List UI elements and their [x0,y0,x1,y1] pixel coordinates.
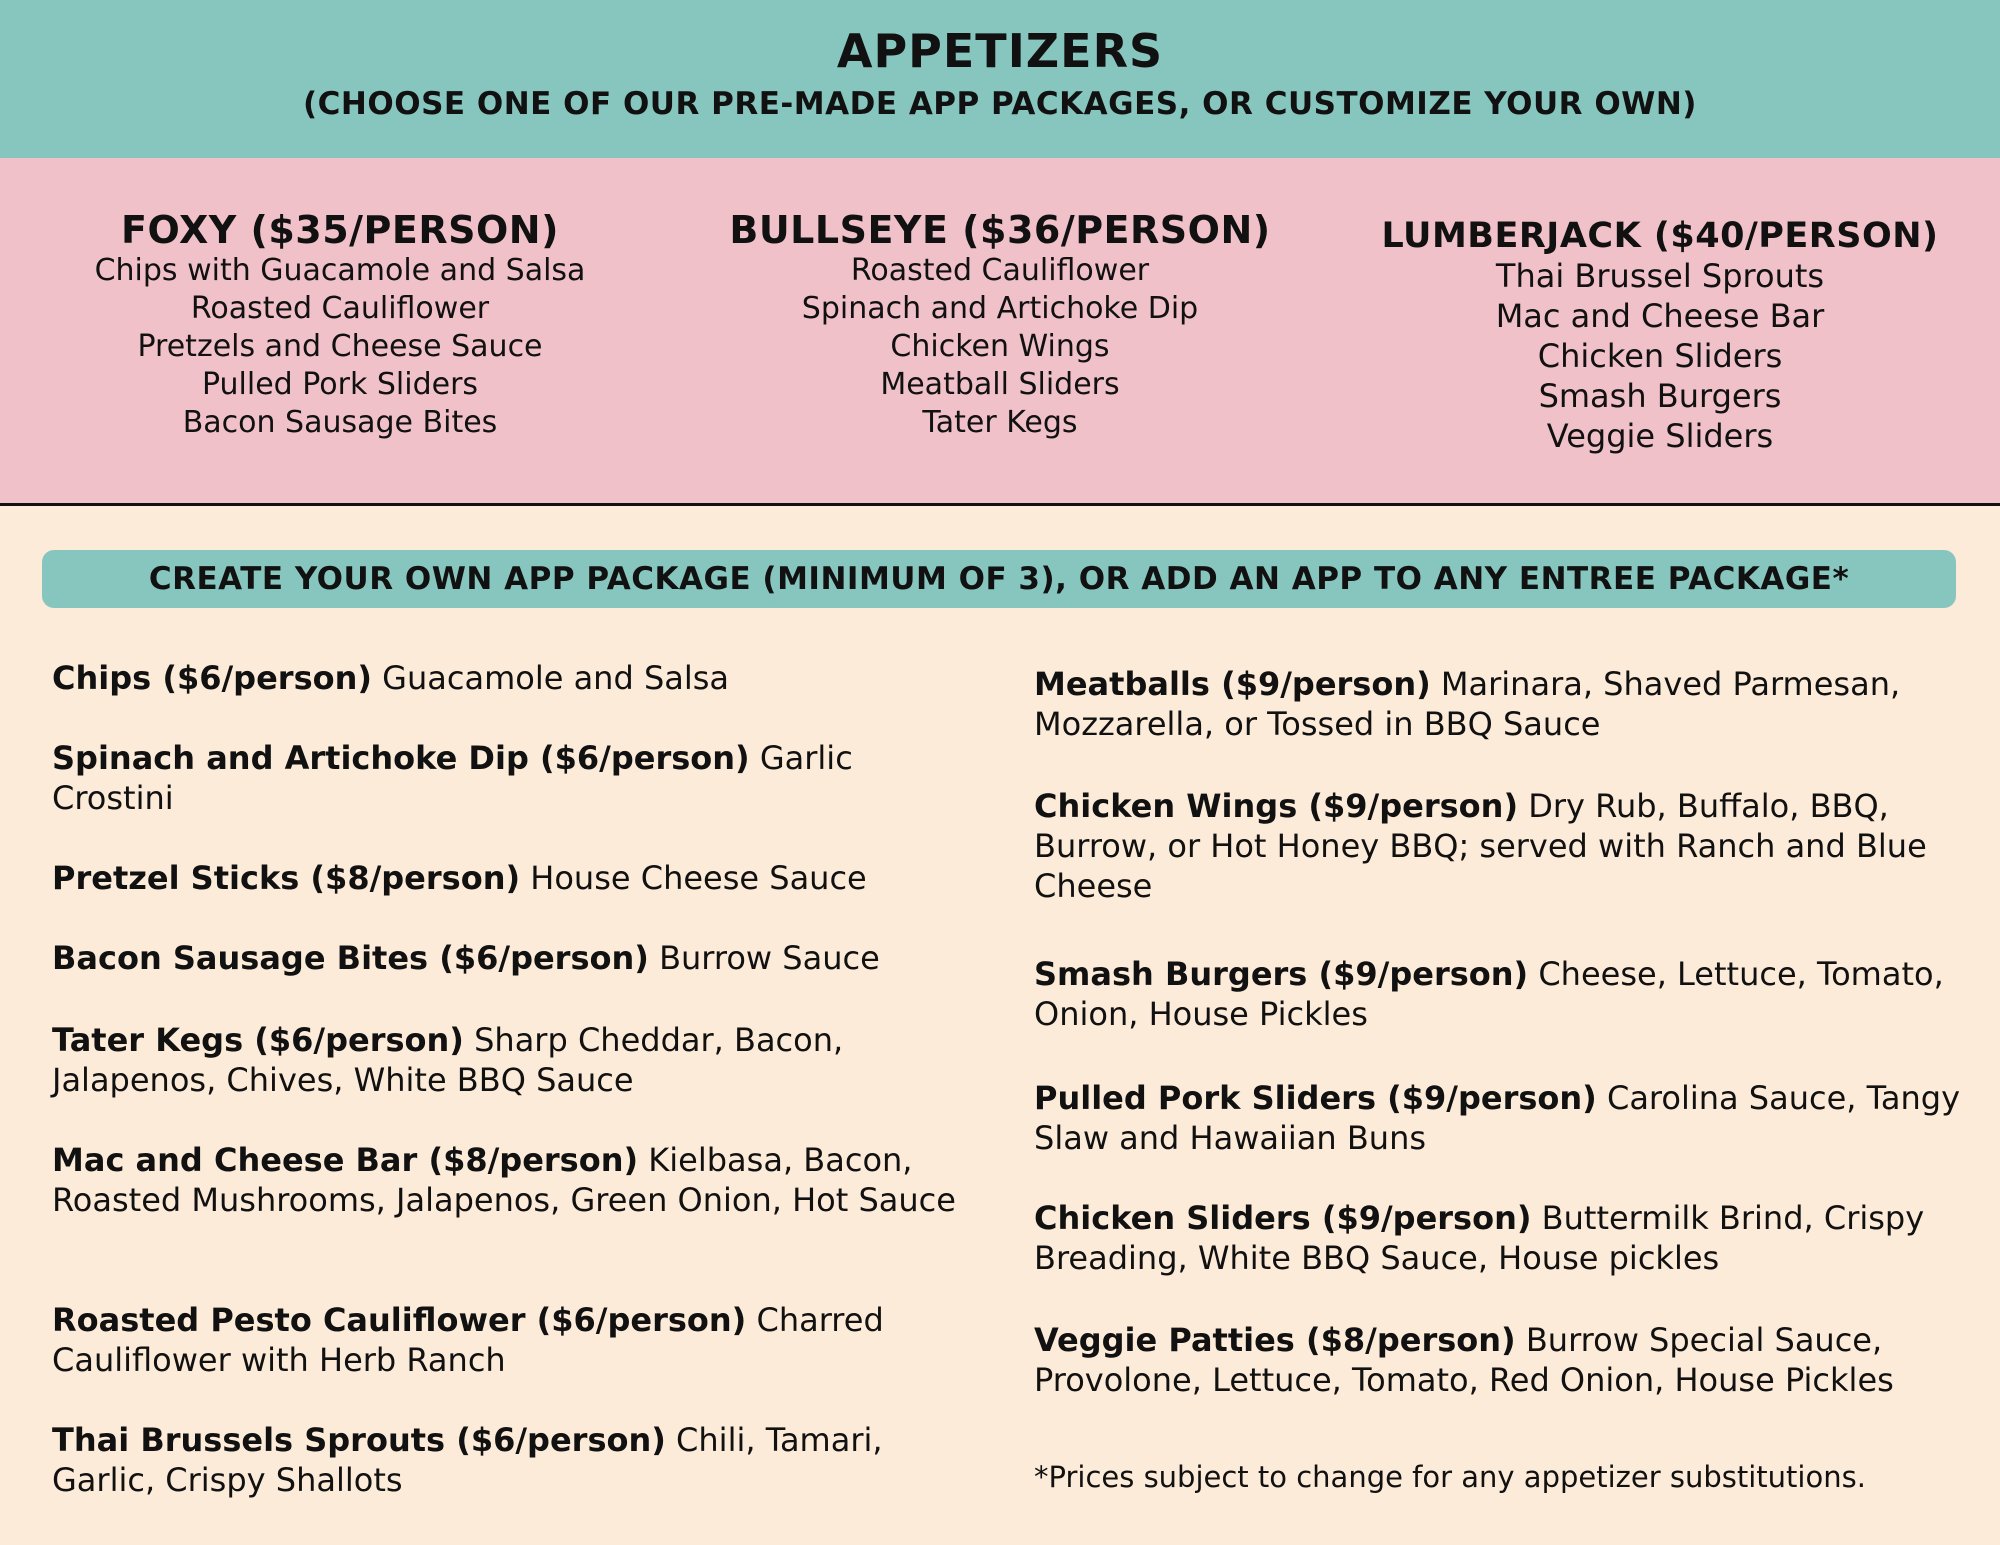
menu-item-name: Roasted Pesto Cauliflower ($6/person) [52,1301,747,1339]
package-item: Spinach and Artichoke Dip [801,291,1199,326]
menu-item-name: Smash Burgers ($9/person) [1034,955,1529,993]
menu-item-desc: Burrow Special Sauce, Provolone, Lettuce, Tomato, Red Onion, House Pickles [1034,1321,1894,1399]
create-own-banner: CREATE YOUR OWN APP PACKAGE (MINIMUM OF 3), OR ADD AN APP TO ANY ENTREE PACKAGE* [42,550,1956,608]
menu-item-name: Spinach and Artichoke Dip ($6/person) [52,739,750,777]
menu-item-name: Veggie Patties ($8/person) [1034,1321,1516,1359]
package-item: Meatball Sliders [880,367,1120,402]
menu-item [52,658,982,698]
menu-item [1034,1078,1964,1158]
package-item: Thai Brussel Sprouts [1495,257,1825,295]
menu-item-desc: House Cheese Sauce [530,859,867,897]
package-item: Pretzels and Cheese Sauce [137,329,543,364]
menu-item-name: Chips ($6/person) [52,659,372,697]
page-subtitle: (CHOOSE ONE OF OUR PRE-MADE APP PACKAGES, OR CUSTOMIZE YOUR OWN) [303,86,1697,122]
menu-item [1034,664,1964,744]
menu-item-desc: Charred Cauliflower with Herb Ranch [52,1301,884,1379]
menu-item-desc: Kielbasa, Bacon, Roasted Mushrooms, Jalapenos, Green Onion, Hot Sauce [52,1141,956,1219]
page-title: APPETIZERS [836,24,1164,78]
menu-item [52,938,982,978]
package-foxy [40,208,640,442]
menu-item [52,1020,982,1100]
package-item: Veggie Sliders [1546,417,1774,455]
header-band [0,0,2000,158]
menu-item-desc: Dry Rub, Buffalo, BBQ, Burrow, or Hot Honey BBQ; served with Ranch and Blue Cheese [1034,787,1927,905]
menu-item-name: Tater Kegs ($6/person) [52,1021,464,1059]
package-item: Bacon Sausage Bites [182,405,498,440]
menu-item-desc: Carolina Sauce, Tangy Slaw and Hawaiian Buns [1034,1079,1961,1157]
package-item: Tater Kegs [922,405,1078,440]
package-item: Roasted Cauliflower [190,291,490,326]
menu-item-name: Chicken Sliders ($9/person) [1034,1199,1532,1237]
menu-item-name: Meatballs ($9/person) [1034,665,1431,703]
menu-item [1034,786,1964,906]
menu-item-desc: Chili, Tamari, Garlic, Crispy Shallots [52,1421,883,1499]
menu-item [52,738,982,818]
menu-item [1034,1198,1964,1278]
package-item: Chips with Guacamole and Salsa [94,253,586,288]
package-item: Chicken Wings [890,329,1110,364]
menu-item-desc: Buttermilk Brind, Crispy Breading, White BBQ Sauce, House pickles [1034,1199,1925,1277]
menu-item [1034,954,1964,1034]
menu-item-desc: Burrow Sauce [659,939,880,977]
package-lumberjack [1360,216,1960,456]
package-title: FOXY ($35/PERSON) [121,208,559,252]
menu-item-name: Pretzel Sticks ($8/person) [52,859,521,897]
package-item: Roasted Cauliflower [850,253,1150,288]
package-item: Mac and Cheese Bar [1495,297,1825,335]
menu-item-name: Thai Brussels Sprouts ($6/person) [52,1421,666,1459]
menu-item-desc: Marinara, Shaved Parmesan, Mozzarella, or Tossed in BBQ Sauce [1034,665,1901,743]
menu-item [1034,1320,1964,1400]
menu-item-desc: Sharp Cheddar, Bacon, Jalapenos, Chives, White BBQ Sauce [52,1021,844,1099]
footnote: *Prices subject to change for any appetizer substitutions. [1034,1460,1866,1494]
menu-item-name: Pulled Pork Sliders ($9/person) [1034,1079,1597,1117]
menu-item-desc: Cheese, Lettuce, Tomato, Onion, House Pickles [1034,955,1944,1033]
package-bullseye [700,208,1300,442]
menu-item-name: Chicken Wings ($9/person) [1034,787,1519,825]
menu-item-name: Bacon Sausage Bites ($6/person) [52,939,649,977]
package-item: Chicken Sliders [1537,337,1783,375]
menu-item [52,1140,982,1220]
package-item: Smash Burgers [1538,377,1782,415]
menu-item-desc: Guacamole and Salsa [382,659,730,697]
package-title: BULLSEYE ($36/PERSON) [729,208,1271,252]
package-title: LUMBERJACK ($40/PERSON) [1381,216,1939,256]
menu-item-name: Mac and Cheese Bar ($8/person) [52,1141,639,1179]
menu-item [52,1420,982,1500]
menu-item [52,858,982,898]
package-item: Pulled Pork Sliders [201,367,479,402]
menu-item-desc: Garlic Crostini [52,739,853,817]
packages-section [0,158,2000,506]
menu-item [52,1300,982,1380]
